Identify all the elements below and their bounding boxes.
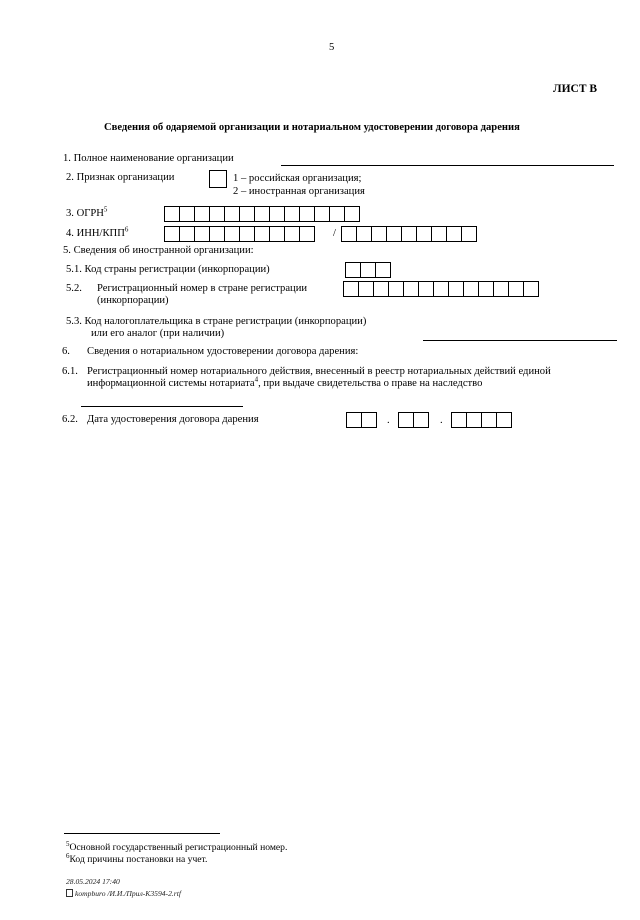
char-cell[interactable]: [300, 207, 315, 221]
char-cell[interactable]: [180, 227, 195, 241]
print-file-path: kompburo /И.И./Прил-К3594-2.rtf: [66, 889, 181, 898]
char-cell[interactable]: [315, 207, 330, 221]
char-cell[interactable]: [404, 282, 419, 296]
char-cell[interactable]: [482, 413, 497, 427]
date-month-boxes[interactable]: [398, 412, 429, 428]
char-cell[interactable]: [357, 227, 372, 241]
item-6-2-number: 6.2.: [62, 414, 78, 425]
char-cell[interactable]: [402, 227, 417, 241]
registration-number-boxes[interactable]: [343, 281, 539, 297]
char-cell[interactable]: [180, 207, 195, 221]
item-6-1-number: 6.1.: [62, 366, 78, 377]
item-1-label: 1. Полное наименование организации: [63, 153, 234, 164]
inn-boxes[interactable]: [164, 226, 315, 242]
footnote-6: $^6$Код причины постановки на учет.: [66, 851, 208, 865]
char-cell[interactable]: [347, 413, 362, 427]
item-3-label: 3. ОГРН$^5$: [66, 205, 108, 219]
char-cell[interactable]: [225, 227, 240, 241]
item-6-2-label: Дата удостоверения договора дарения: [87, 414, 259, 425]
item-5-2-label-line-1: Регистрационный номер в стране регистрации: [97, 283, 308, 294]
char-cell[interactable]: [346, 263, 361, 277]
char-cell[interactable]: [509, 282, 524, 296]
org-name-field[interactable]: [281, 165, 614, 166]
char-cell[interactable]: [195, 207, 210, 221]
char-cell[interactable]: [479, 282, 494, 296]
char-cell[interactable]: [195, 227, 210, 241]
inn-kpp-separator: /: [333, 228, 336, 239]
char-cell[interactable]: [165, 207, 180, 221]
item-5-2-number: 5.2.: [66, 283, 82, 294]
char-cell[interactable]: [447, 227, 462, 241]
char-cell[interactable]: [225, 207, 240, 221]
char-cell[interactable]: [389, 282, 404, 296]
page-title: Сведения об одаряемой организации и нотариальном удостоверении договора дарения: [104, 122, 520, 133]
item-5-2-label-line-2: (инкорпорации): [97, 295, 169, 306]
char-cell[interactable]: [255, 227, 270, 241]
char-cell[interactable]: [240, 227, 255, 241]
item-6-number: 6.: [62, 346, 70, 357]
item-4-label: 4. ИНН/КПП$^6$: [66, 225, 129, 239]
char-cell[interactable]: [255, 207, 270, 221]
char-cell[interactable]: [300, 227, 315, 241]
item-5-3-label-line-1: 5.3. Код налогоплательщика в стране регистрации (инкорпорации): [66, 316, 367, 327]
char-cell[interactable]: [417, 227, 432, 241]
country-code-boxes[interactable]: [345, 262, 391, 278]
ogrn-boxes[interactable]: [164, 206, 360, 222]
char-cell[interactable]: [240, 207, 255, 221]
char-cell[interactable]: [464, 282, 479, 296]
item-6-label: Сведения о нотариальном удостоверении договора дарения:: [87, 346, 359, 357]
char-cell[interactable]: [497, 413, 512, 427]
char-cell[interactable]: [342, 227, 357, 241]
document-icon: [66, 889, 73, 897]
char-cell[interactable]: [462, 227, 477, 241]
page-number: 5: [329, 42, 335, 53]
org-type-option-1: 1 – российская организация;: [233, 173, 362, 184]
char-cell[interactable]: [165, 227, 180, 241]
char-cell[interactable]: [434, 282, 449, 296]
char-cell[interactable]: [361, 263, 376, 277]
char-cell[interactable]: [210, 227, 225, 241]
date-separator-2: .: [440, 415, 443, 426]
org-type-box[interactable]: [209, 170, 227, 188]
char-cell[interactable]: [452, 413, 467, 427]
date-year-boxes[interactable]: [451, 412, 512, 428]
char-cell[interactable]: [359, 282, 374, 296]
char-cell[interactable]: [372, 227, 387, 241]
date-day-boxes[interactable]: [346, 412, 377, 428]
sheet-label: ЛИСТ В: [553, 83, 598, 95]
char-cell[interactable]: [345, 207, 360, 221]
char-cell[interactable]: [210, 207, 225, 221]
date-separator-1: .: [387, 415, 390, 426]
org-type-option-2: 2 – иностранная организация: [233, 186, 365, 197]
char-cell[interactable]: [344, 282, 359, 296]
footnote-divider: [64, 833, 220, 834]
char-cell[interactable]: [374, 282, 389, 296]
char-cell[interactable]: [524, 282, 539, 296]
char-cell[interactable]: [362, 413, 377, 427]
tax-code-field[interactable]: [423, 340, 617, 341]
char-cell[interactable]: [270, 227, 285, 241]
item-6-1-label-line-1: Регистрационный номер нотариального действия, внесенный в реестр нотариальных действий единой: [87, 366, 551, 377]
char-cell[interactable]: [432, 227, 447, 241]
print-datetime: 28.05.2024 17:40: [66, 877, 120, 886]
char-cell[interactable]: [387, 227, 402, 241]
item-5-label: 5. Сведения об иностранной организации:: [63, 245, 254, 256]
char-cell[interactable]: [285, 227, 300, 241]
char-cell[interactable]: [330, 207, 345, 221]
item-5-3-label-line-2: или его аналог (при наличии): [91, 328, 225, 339]
notarial-reg-number-field[interactable]: [81, 406, 243, 407]
footnote-5: $^5$Основной государственный регистрационный номер.: [66, 839, 288, 853]
item-2-label: 2. Признак организации: [66, 172, 175, 183]
char-cell[interactable]: [399, 413, 414, 427]
char-cell[interactable]: [467, 413, 482, 427]
item-5-1-label: 5.1. Код страны регистрации (инкорпорации): [66, 264, 270, 275]
char-cell[interactable]: [494, 282, 509, 296]
kpp-boxes[interactable]: [341, 226, 477, 242]
char-cell[interactable]: [419, 282, 434, 296]
char-cell[interactable]: [270, 207, 285, 221]
char-cell[interactable]: [285, 207, 300, 221]
char-cell[interactable]: [376, 263, 391, 277]
char-cell[interactable]: [449, 282, 464, 296]
char-cell[interactable]: [414, 413, 429, 427]
item-6-1-label-line-2: информационной системы нотариата$^4$, при выдаче свидетельства о праве на наследство: [87, 375, 483, 389]
